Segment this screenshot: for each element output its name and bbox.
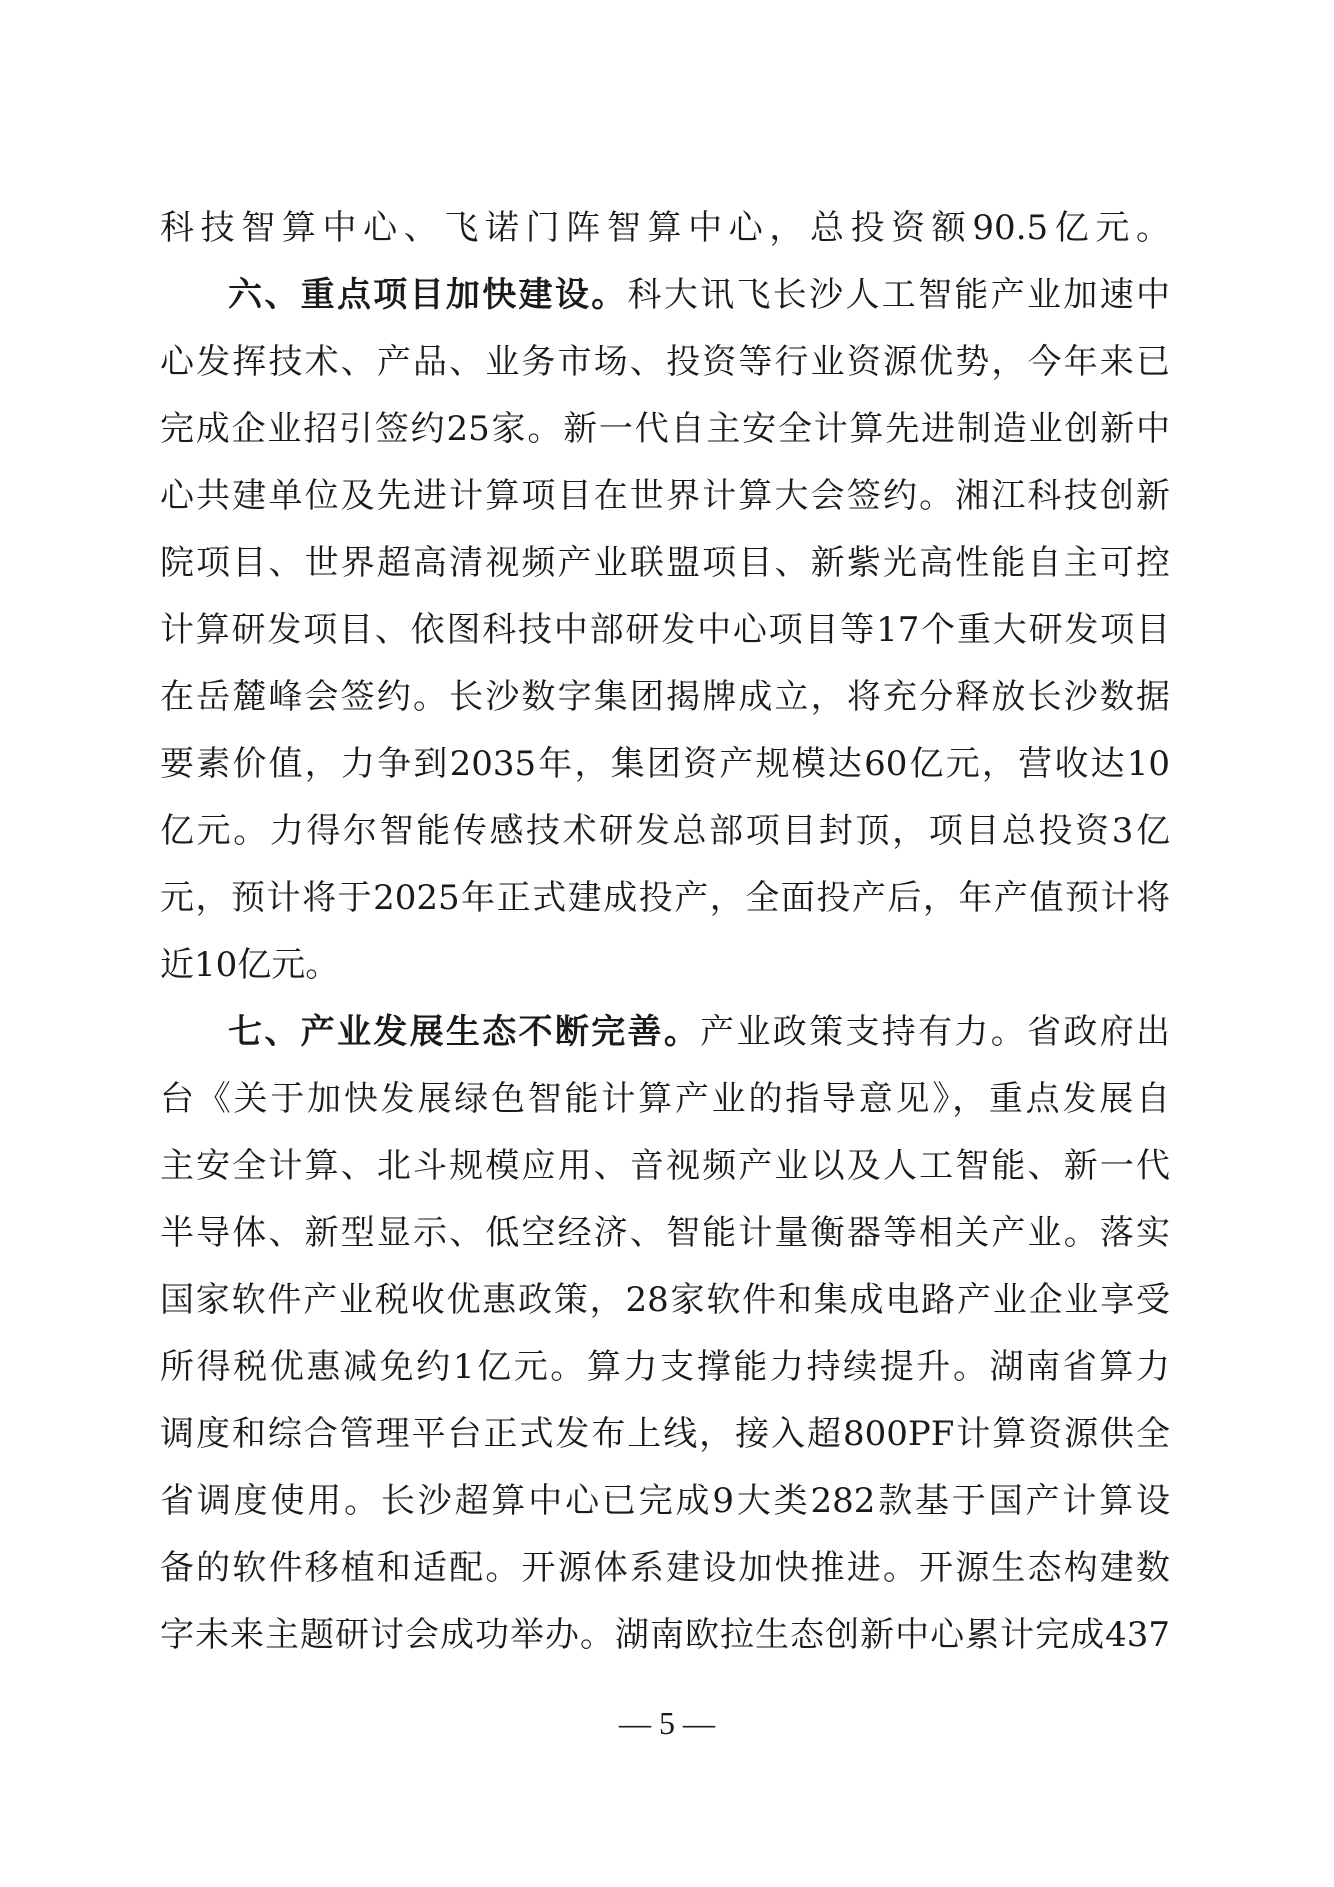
paragraph-line: 亿元。力得尔智能传感技术研发总部项目封顶，项目总投资3亿	[160, 811, 1170, 851]
page-number: — 5 —	[619, 1705, 715, 1741]
paragraph-line: 主安全计算、北斗规模应用、音视频产业以及人工智能、新一代	[160, 1146, 1170, 1186]
paragraph-line: 所得税优惠减免约1亿元。算力支撑能力持续提升。湖南省算力	[160, 1347, 1170, 1387]
body-text	[160, 195, 1170, 1669]
paragraph-line-text: 科大讯飞长沙人工智能产业加速中	[627, 275, 1171, 315]
paragraph-line: 省调度使用。长沙超算中心已完成9大类282款基于国产计算设	[160, 1481, 1170, 1521]
paragraph-line: 备的软件移植和适配。开源体系建设加快推进。开源生态构建数	[160, 1548, 1170, 1588]
paragraph-line: 完成企业招引签约25家。新一代自主安全计算先进制造业创新中	[160, 409, 1170, 449]
section-7-heading: 七、产业发展生态不断完善。	[228, 1012, 701, 1052]
paragraph-line: 心发挥技术、产品、业务市场、投资等行业资源优势，今年来已	[160, 342, 1170, 382]
paragraph-line: 国家软件产业税收优惠政策，28家软件和集成电路产业企业享受	[160, 1280, 1170, 1320]
paragraph-line: 半导体、新型显示、低空经济、智能计量衡器等相关产业。落实	[160, 1213, 1170, 1253]
paragraph-line: 近10亿元。	[160, 945, 340, 985]
paragraph-line: 台《关于加快发展绿色智能计算产业的指导意见》，重点发展自	[160, 1079, 1170, 1119]
paragraph-line: 字未来主题研讨会成功举办。湖南欧拉生态创新中心累计完成437	[160, 1615, 1170, 1655]
paragraph-line: 元，预计将于2025年正式建成投产，全面投产后，年产值预计将	[160, 878, 1170, 918]
paragraph-line: 调度和综合管理平台正式发布上线，接入超800PF计算资源供全	[160, 1414, 1170, 1454]
section-7-first-line	[160, 999, 1170, 1066]
paragraph-line: 在岳麓峰会签约。长沙数字集团揭牌成立，将充分释放长沙数据	[160, 677, 1170, 717]
section-6-first-line	[160, 262, 1170, 329]
paragraph-line: 要素价值，力争到2035年，集团资产规模达60亿元，营收达10	[160, 744, 1170, 784]
paragraph-line-text: 产业政策支持有力。省政府出	[700, 1012, 1171, 1052]
paragraph-line: 科技智算中心、飞诺门阵智算中心，总投资额90.5亿元。	[160, 208, 1170, 248]
section-6-heading: 六、重点项目加快建设。	[228, 275, 628, 315]
paragraph-line: 心共建单位及先进计算项目在世界计算大会签约。湘江科技创新	[160, 476, 1170, 516]
paragraph-line: 计算研发项目、依图科技中部研发中心项目等17个重大研发项目	[160, 610, 1170, 650]
paragraph-line: 院项目、世界超高清视频产业联盟项目、新紫光高性能自主可控	[160, 543, 1170, 583]
